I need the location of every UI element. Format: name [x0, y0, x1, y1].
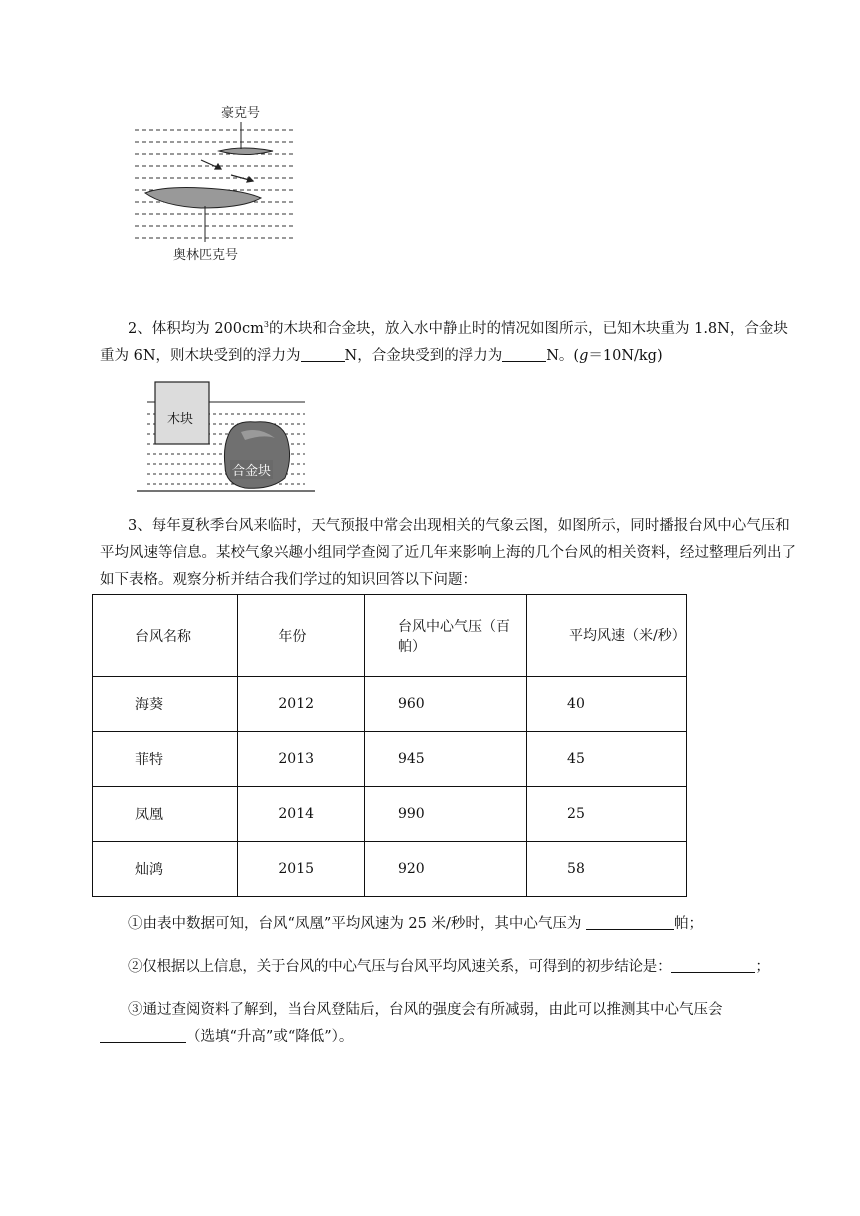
- question-3-sub-2: [100, 954, 800, 981]
- header-wind-speed: [527, 595, 687, 677]
- cell-wind-speed: 40: [527, 677, 687, 732]
- q2-text-2: 的木块和合金块，放入水中静止时的情况如图所示，已知木块重为 1.8N，合金块重为 6N，则木块受到的浮力为: [100, 320, 788, 364]
- table-row: [93, 787, 687, 842]
- q3-sub2-text-b: ；: [755, 959, 770, 975]
- q2-text-1: 2、体积均为 200cm: [128, 320, 264, 337]
- q2-text-5: ＝10N/kg): [588, 347, 663, 364]
- typhoon-table: [92, 594, 687, 897]
- q3-sub1-text-b: 帕；: [674, 916, 703, 932]
- ships-diagram: [133, 100, 303, 265]
- cell-pressure: 990: [364, 787, 526, 842]
- ships-figure: [133, 100, 303, 265]
- wood-block-label: 木块: [167, 412, 194, 427]
- cell-year: 2012: [238, 677, 365, 732]
- header-name: 台风名称: [93, 595, 238, 677]
- question-2: [100, 311, 800, 370]
- table-row: [93, 842, 687, 897]
- cell-name: 海葵: [93, 677, 238, 732]
- q3-sub1-blank[interactable]: [586, 915, 674, 930]
- header-pressure: 台风中心气压（百帕）: [364, 595, 526, 677]
- table-row: [93, 677, 687, 732]
- q3-sub3-blank[interactable]: [100, 1028, 186, 1043]
- ship-label-top: 豪克号: [221, 106, 261, 121]
- cell-year: 2013: [238, 732, 365, 787]
- question-3-intro: 3、每年夏秋季台风来临时，天气预报中常会出现相关的气象云图，如图所示，同时播报台风中心气压和平均风速等信息。某校气象兴趣小组同学查阅了近几年来影响上海的几个台风的相关资料，经过整理后列出了如下表格。观察分析并结合我们学过的知识回答以下问题：: [100, 518, 796, 588]
- q2-blank-alloy-buoyancy[interactable]: [502, 347, 546, 362]
- question-3-sub-3: [100, 997, 800, 1051]
- q3-sub3-text-b: （选填“升高”或“降低”）。: [186, 1029, 354, 1045]
- cell-name: 灿鸿: [93, 842, 238, 897]
- cell-pressure: 920: [364, 842, 526, 897]
- cell-name: 凤凰: [93, 787, 238, 842]
- cell-pressure: 945: [364, 732, 526, 787]
- question-3-sub-1: [100, 911, 800, 938]
- alloy-block-label: 合金块: [230, 460, 273, 479]
- q3-sub2-blank[interactable]: [671, 958, 755, 973]
- q3-sub3-text-a: ③通过查阅资料了解到，当台风登陆后，台风的强度会有所减弱，由此可以推测其中心气压会: [128, 1002, 723, 1018]
- cell-wind-speed: 45: [527, 732, 687, 787]
- cell-year: 2014: [238, 787, 365, 842]
- cell-wind-speed: 25: [527, 787, 687, 842]
- buoyancy-diagram: [133, 378, 323, 496]
- header-year: 年份: [238, 595, 365, 677]
- cell-year: 2015: [238, 842, 365, 897]
- q3-sub1-text-a: ①由表中数据可知，台风“凤凰”平均风速为 25 米/秒时，其中心气压为: [128, 916, 586, 932]
- q2-g-symbol: g: [579, 347, 589, 364]
- table-row: [93, 732, 687, 787]
- header-wind-speed-text: 平均风速（米/秒）: [569, 627, 686, 644]
- cell-wind-speed: 58: [527, 842, 687, 897]
- buoyancy-figure: [133, 378, 323, 496]
- big-ship-shape: [145, 188, 261, 208]
- q2-blank-wood-buoyancy[interactable]: [301, 347, 345, 362]
- table-header-row: [93, 595, 687, 677]
- q2-sup: 3: [263, 320, 269, 329]
- cell-pressure: 960: [364, 677, 526, 732]
- q3-sub2-text-a: ②仅根据以上信息，关于台风的中心气压与台风平均风速关系，可得到的初步结论是：: [128, 959, 672, 975]
- ship-label-bottom: 奥林匹克号: [173, 248, 239, 263]
- cell-name: 菲特: [93, 732, 238, 787]
- q2-text-4: N。(: [546, 347, 580, 364]
- q2-text-3: N，合金块受到的浮力为: [344, 347, 503, 364]
